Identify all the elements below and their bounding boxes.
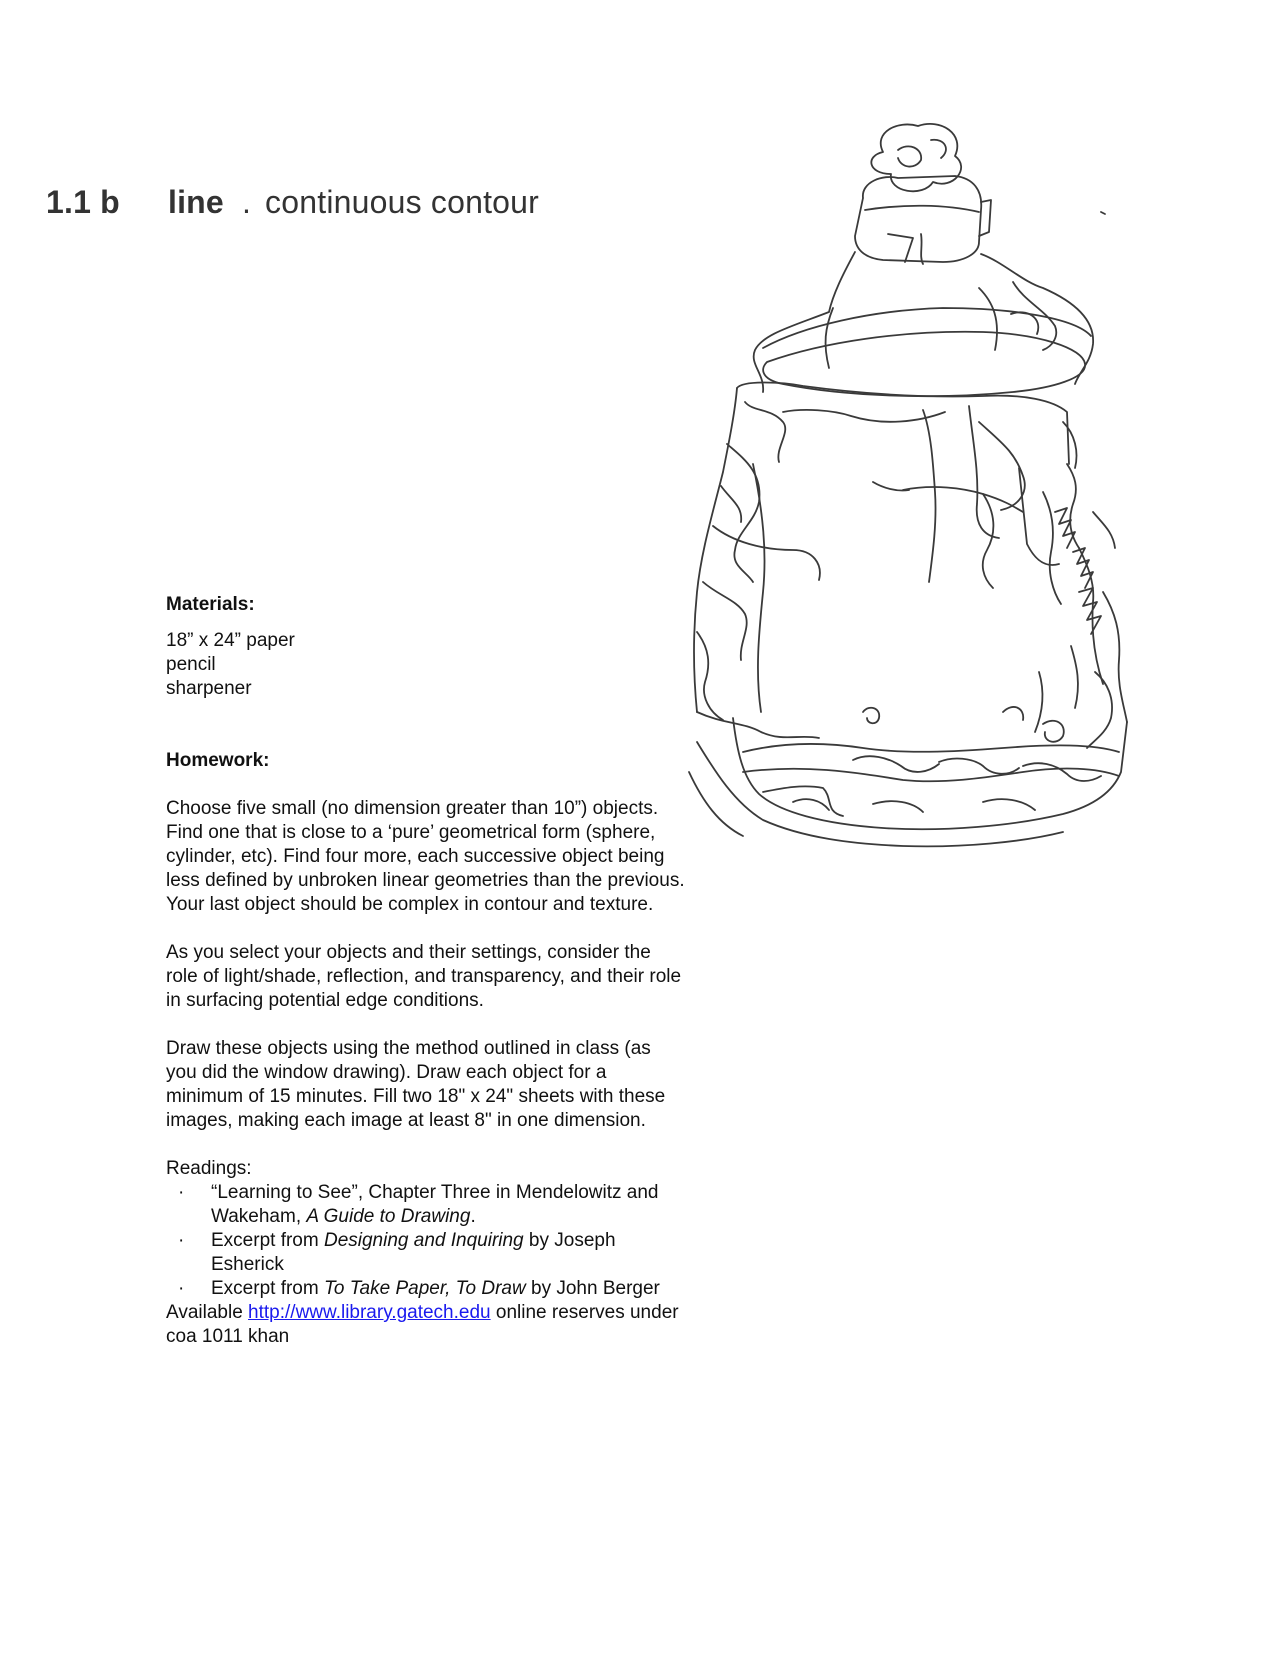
bullet-icon: · <box>178 1230 185 1251</box>
bullet-icon: · <box>178 1182 185 1203</box>
homework-label: Homework: <box>166 750 270 771</box>
materials-item: 18” x 24” paper <box>166 630 295 651</box>
availability-prefix: Available <box>166 1302 249 1323</box>
title-separator: . <box>241 184 252 220</box>
contour-drawing-of-jar-icon <box>683 112 1153 942</box>
reading-title: To Take Paper, To Draw <box>323 1278 526 1299</box>
reading-title: A Guide to Drawing <box>306 1206 471 1227</box>
homework-paragraph: As you select your objects and their settings, consider the role of light/shade, reflection, and transparency, and their role in surfacing potential edge conditions. <box>166 942 682 1011</box>
bullet-icon: · <box>178 1278 185 1299</box>
readings-label: Readings: <box>166 1158 252 1179</box>
reading-text: by Joseph Esherick <box>211 1230 616 1275</box>
reading-item <box>166 1229 686 1277</box>
reading-text: . <box>470 1206 476 1227</box>
availability-note <box>166 1301 686 1349</box>
materials-item: sharpener <box>166 678 252 699</box>
assignment-content <box>166 593 686 1349</box>
section-number: 1.1 b <box>46 184 120 220</box>
reading-text: Excerpt from <box>211 1278 324 1299</box>
section-topic: line <box>168 184 224 220</box>
reading-text: by John Berger <box>525 1278 660 1299</box>
reading-title: Designing and Inquiring <box>323 1230 524 1251</box>
availability-suffix: online reserves under coa 1011 khan <box>166 1302 679 1347</box>
section-subtitle: continuous contour <box>265 184 540 220</box>
homework-paragraph: Draw these objects using the method outlined in class (as you did the window drawing). Draw each object for a minimum of 15 minutes. Fill two 18" x 24" sheets with these images, making each image at least 8" in one dimension. <box>166 1038 666 1131</box>
reading-item <box>166 1181 686 1229</box>
page-title <box>46 184 539 221</box>
homework-paragraph: Choose five small (no dimension greater than 10”) objects. Find one that is close to a ‘pure’ geometrical form (sphere, cylinder, etc). Find four more, each successive object being less defined by unbroken linear geometries than the previous. Your last object should be complex in contour and texture. <box>166 798 685 915</box>
materials-label: Materials: <box>166 594 255 615</box>
readings-list <box>166 1181 686 1301</box>
materials-list <box>166 629 686 701</box>
materials-item: pencil <box>166 654 216 675</box>
library-link[interactable]: http://www.library.gatech.edu <box>248 1302 491 1323</box>
reading-text: “Learning to See”, Chapter Three in Mendelowitz and Wakeham, <box>211 1182 659 1227</box>
reading-item <box>166 1277 686 1301</box>
reading-text: Excerpt from <box>211 1230 324 1251</box>
